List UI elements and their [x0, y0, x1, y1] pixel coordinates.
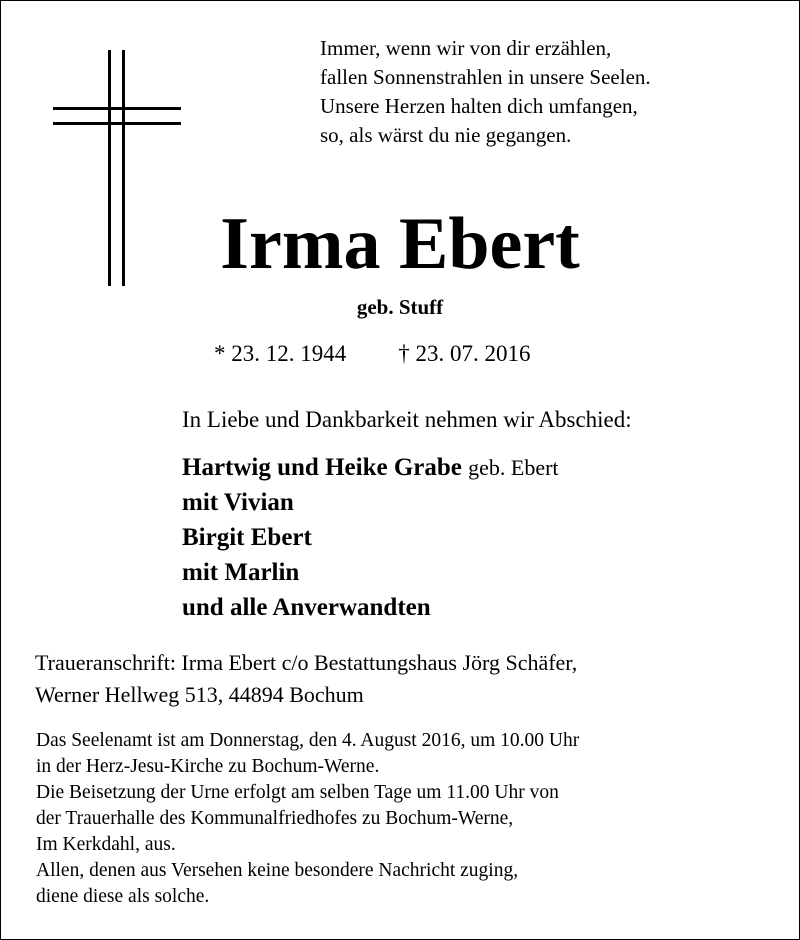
- mourner-line: [182, 450, 559, 485]
- service-line: Die Beisetzung der Urne erfolgt am selben Tage um 11.00 Uhr von: [36, 782, 559, 803]
- service-line: Allen, denen aus Versehen keine besondere Nachricht zuging,: [36, 860, 519, 881]
- service-line: in der Herz-Jesu-Kirche zu Bochum-Werne.: [36, 756, 380, 777]
- birth-date: * 23. 12. 1944: [214, 341, 347, 366]
- service-details: [36, 728, 579, 910]
- poem-line: fallen Sonnenstrahlen in unsere Seelen.: [320, 65, 651, 89]
- life-dates: [214, 338, 531, 370]
- service-line: der Trauerhalle des Kommunalfriedhofes zu Bochum-Werne,: [36, 808, 514, 829]
- poem-line: Immer, wenn wir von dir erzählen,: [320, 36, 612, 60]
- service-line: diene diese als solche.: [36, 886, 210, 907]
- mourner-line: Birgit Ebert: [182, 524, 312, 551]
- address-line: Werner Hellweg 513, 44894 Bochum: [35, 682, 364, 707]
- farewell-intro: In Liebe und Dankbarkeit nehmen wir Abschied:: [182, 407, 632, 432]
- mourner-birth-name-note: geb. Ebert: [468, 455, 559, 480]
- mourner-line: mit Vivian: [182, 489, 294, 516]
- mourner-line: und alle Anverwandten: [182, 594, 431, 621]
- service-line: Im Kerkdahl, aus.: [36, 834, 176, 855]
- poem-line: Unsere Herzen halten dich umfangen,: [320, 94, 638, 118]
- mourning-address: [35, 647, 577, 711]
- poem-verse: [320, 34, 651, 150]
- deceased-name: Irma Ebert: [220, 203, 580, 285]
- mourners-list: [182, 450, 559, 625]
- death-date: † 23. 07. 2016: [398, 341, 531, 366]
- address-line: Traueranschrift: Irma Ebert c/o Bestattungshaus Jörg Schäfer,: [35, 650, 578, 675]
- poem-line: so, als wärst du nie gegangen.: [320, 123, 572, 147]
- birth-name: geb. Stuff: [356, 295, 444, 319]
- service-line: Das Seelenamt ist am Donnerstag, den 4. August 2016, um 10.00 Uhr: [36, 730, 580, 751]
- mourner-line: mit Marlin: [182, 559, 300, 586]
- mourner-names: Hartwig und Heike Grabe: [182, 454, 462, 481]
